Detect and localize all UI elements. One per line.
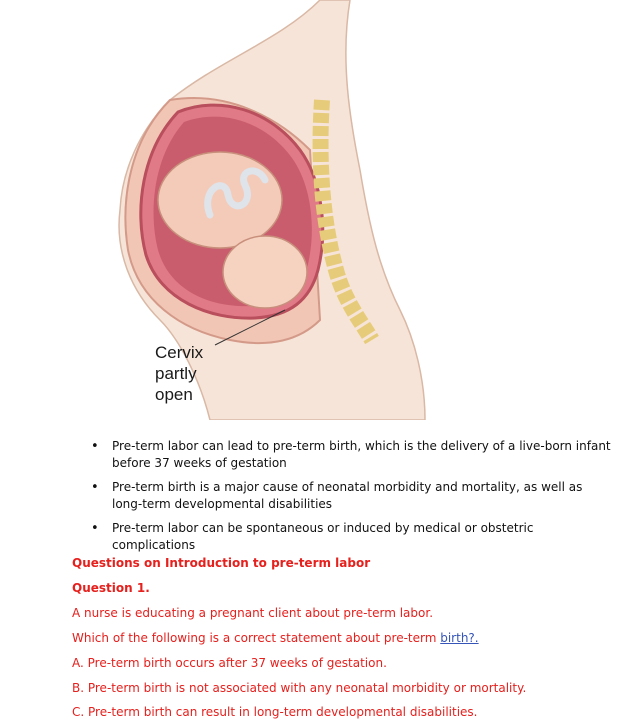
- cervix-caption: [155, 342, 203, 405]
- fetus-head: [223, 236, 307, 308]
- option-b[interactable]: B. Pre-term birth is not associated with any neonatal morbidity or mortality.: [72, 681, 527, 695]
- pregnancy-illustration: [60, 0, 440, 420]
- bullet-item-1: • Pre-term labor can lead to pre-term birth, which is the delivery of a live-born infant before 37 weeks of gestation: [85, 438, 615, 472]
- bullet-item-3: • Pre-term labor can be spontaneous or induced by medical or obstetric complications: [85, 520, 615, 554]
- caption-line-1: Cervix: [155, 343, 204, 362]
- bullet-list: [85, 438, 615, 561]
- section-title: Questions on Introduction to pre-term labor: [72, 556, 371, 570]
- caption-line-2: partly: [155, 364, 197, 383]
- question-intro: A nurse is educating a pregnant client about pre-term labor.: [72, 606, 434, 620]
- bullet-item-2: • Pre-term birth is a major cause of neonatal morbidity and mortality, as well as long-term developmental disabilities: [85, 479, 615, 513]
- caption-line-3: open: [155, 385, 193, 404]
- question-prompt: [72, 630, 479, 646]
- fetus-body: [158, 152, 282, 248]
- option-c[interactable]: C. Pre-term birth can result in long-term developmental disabilities.: [72, 705, 478, 719]
- question-title: Question 1.: [72, 581, 150, 595]
- question-prompt-link[interactable]: birth?.: [440, 631, 479, 645]
- option-a[interactable]: A. Pre-term birth occurs after 37 weeks of gestation.: [72, 656, 387, 670]
- question-prompt-text: Which of the following is a correct statement about pre-term: [72, 631, 441, 645]
